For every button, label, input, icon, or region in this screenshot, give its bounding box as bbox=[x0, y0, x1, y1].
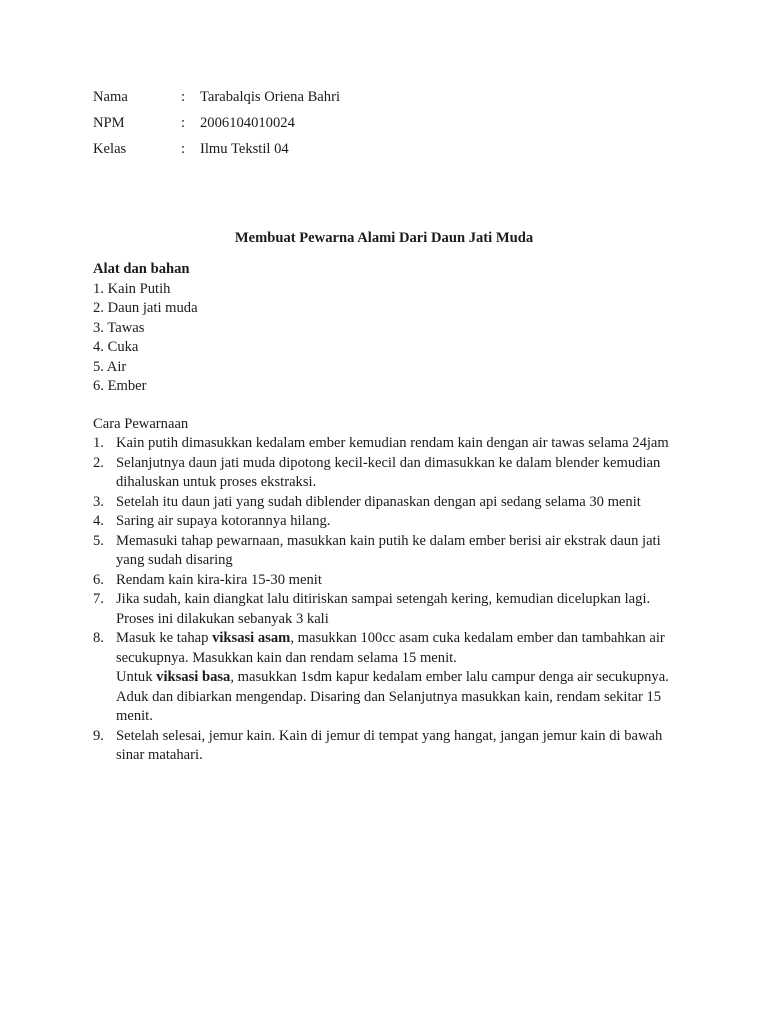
info-label: NPM bbox=[93, 115, 125, 131]
document-body bbox=[93, 260, 683, 766]
step-number: 6. bbox=[93, 571, 104, 588]
step-text: Selanjutnya daun jati muda dipotong kecil-kecil dan dimasukkan ke dalam blender kemudian dihaluskan untuk proses ekstraksi. bbox=[116, 454, 661, 490]
method-step bbox=[93, 727, 683, 766]
step-number: 2. bbox=[93, 454, 104, 471]
method-step bbox=[93, 454, 683, 493]
info-colon: : bbox=[181, 141, 186, 157]
step-number: 7. bbox=[93, 591, 104, 607]
tool-item: 5. Air bbox=[93, 358, 127, 375]
step-number: 5. bbox=[93, 532, 104, 549]
tool-item: 6. Ember bbox=[93, 378, 147, 394]
step-text-acid-fixation bbox=[116, 630, 665, 666]
step-text-base-fixation bbox=[116, 668, 683, 727]
step-number: 8. bbox=[93, 630, 104, 646]
tool-item: 1. Kain Putih bbox=[93, 280, 171, 297]
step-text: Setelah itu daun jati yang sudah diblender dipanaskan dengan api sedang selama 30 menit bbox=[116, 493, 641, 510]
step-text: Memasuki tahap pewarnaan, masukkan kain putih ke dalam ember berisi air ekstrak daun jati yang sudah disaring bbox=[116, 532, 661, 568]
step-text-segment: Untuk bbox=[116, 669, 157, 685]
tools-heading: Alat dan bahan bbox=[93, 261, 190, 277]
step-text: Kain putih dimasukkan kedalam ember kemudian rendam kain dengan air tawas selama 24jam bbox=[116, 435, 669, 451]
method-step bbox=[93, 512, 683, 532]
step-text: Saring air supaya kotorannya hilang. bbox=[116, 513, 331, 529]
step-number: 3. bbox=[93, 493, 104, 510]
method-step bbox=[93, 532, 683, 571]
step-number: 1. bbox=[93, 435, 104, 451]
info-value: 2006104010024 bbox=[200, 115, 295, 131]
info-label: Nama bbox=[93, 89, 128, 105]
step-number: 9. bbox=[93, 727, 104, 744]
method-step bbox=[93, 434, 683, 454]
info-value: Ilmu Tekstil 04 bbox=[200, 141, 289, 157]
method-steps bbox=[93, 434, 683, 766]
info-value: Tarabalqis Oriena Bahri bbox=[200, 89, 340, 105]
step-text: Jika sudah, kain diangkat lalu ditiriskan sampai setengah kering, kemudian dicelupkan lagi. Proses ini dilakukan sebanyak 3 kali bbox=[116, 591, 651, 627]
step-text: Setelah selesai, jemur kain. Kain di jemur di tempat yang hangat, jangan jemur kain di bawah sinar matahari. bbox=[116, 727, 663, 763]
step-text-emphasis: viksasi basa bbox=[156, 669, 231, 685]
tool-item: 3. Tawas bbox=[93, 319, 145, 336]
method-step bbox=[93, 571, 683, 591]
document-title: Membuat Pewarna Alami Dari Daun Jati Muda bbox=[234, 230, 534, 246]
method-step bbox=[93, 629, 683, 727]
info-colon: : bbox=[181, 115, 186, 131]
step-text-emphasis: viksasi asam bbox=[212, 630, 291, 646]
tool-item: 2. Daun jati muda bbox=[93, 300, 198, 316]
info-label: Kelas bbox=[93, 141, 127, 157]
method-step bbox=[93, 590, 683, 629]
info-colon: : bbox=[181, 89, 186, 105]
step-text-segment: , masukkan 1sdm kapur kedalam ember lalu campur denga air secukupnya. Aduk dan dibiarkan mengendap. Disaring dan Selanjutnya masukkan kain, rendam sekitar 15 menit. bbox=[116, 669, 669, 724]
method-step bbox=[93, 493, 683, 513]
method-heading: Cara Pewarnaan bbox=[93, 415, 189, 432]
step-number: 4. bbox=[93, 513, 104, 529]
step-text-segment: , masukkan 100cc asam cuka kedalam ember dan tambahkan air secukupnya. Masukkan kain dan rendam selama 15 menit. bbox=[116, 630, 665, 666]
tools-list bbox=[93, 280, 683, 397]
step-text-segment: Masuk ke tahap bbox=[116, 630, 213, 646]
step-text: Rendam kain kira-kira 15-30 menit bbox=[116, 571, 322, 588]
tool-item: 4. Cuka bbox=[93, 339, 139, 355]
